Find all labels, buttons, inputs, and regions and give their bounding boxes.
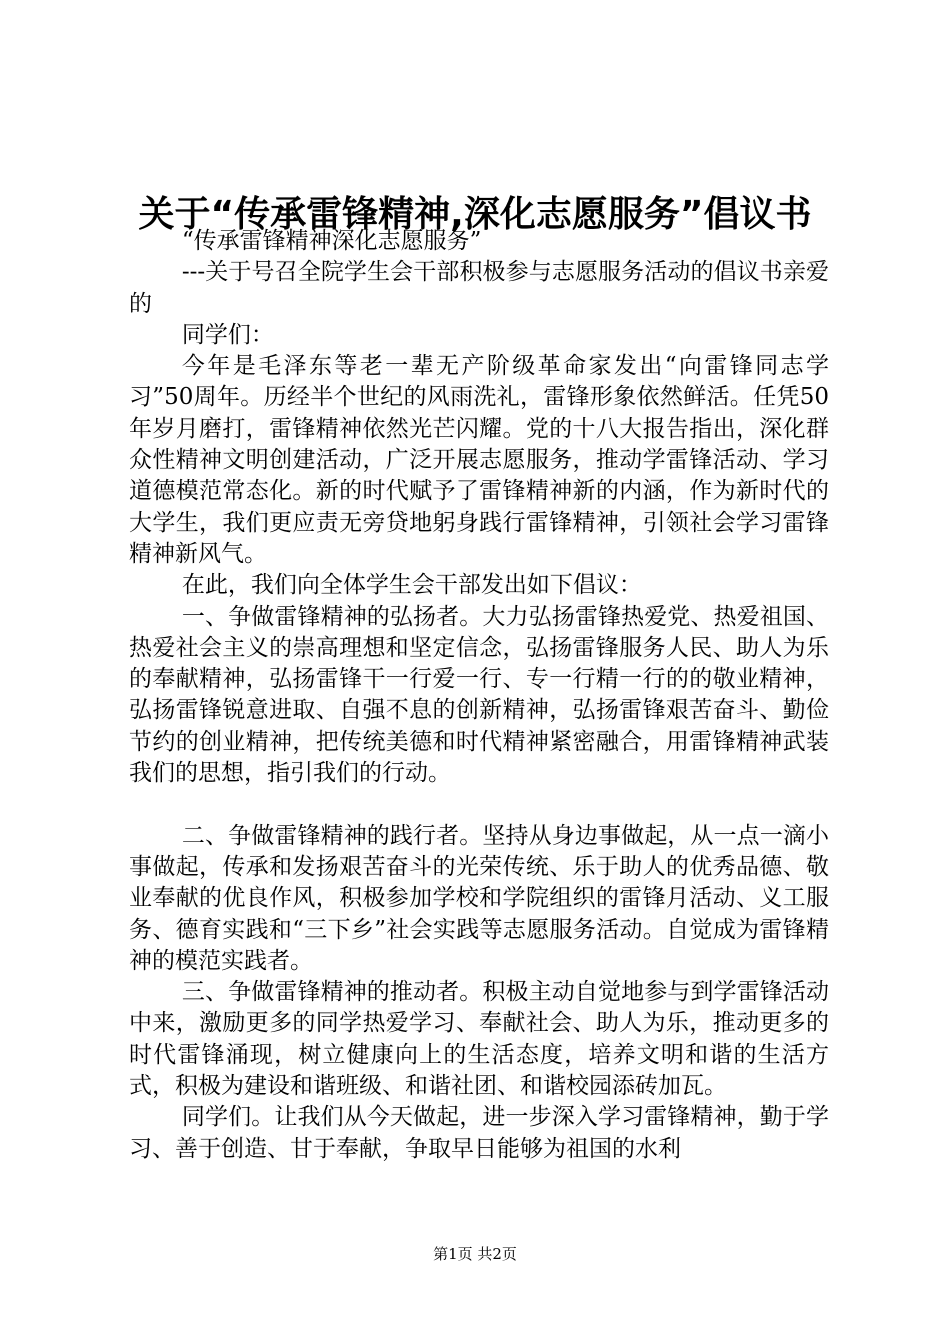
document-body — [129, 226, 829, 1165]
subtitle: “传承雷锋精神深化志愿服务” — [181, 228, 482, 254]
paragraph: 一、争做雷锋精神的弘扬者。大力弘扬雷锋热爱党、热爱祖国、热爱社会主义的崇高理想和坚定信念，弘扬雷锋服务人民、助人为乐的奉献精神，弘扬雷锋干一行爱一行、专一行精一行的的敬业精神，弘扬雷锋锐意进取、自强不息的创新精神，弘扬雷锋艰苦奋斗、勤俭节约的创业精神，把传统美德和时代精神紧密融合，用雷锋精神武装我们的思想，指引我们的行动。 — [129, 603, 829, 787]
subtitle-line-2: ---关于号召全院学生会干部积极参与志愿服务活动的倡议书亲爱的 — [129, 259, 829, 317]
document-title: 关于“传承雷锋精神,深化志愿服务”倡议书 — [138, 194, 812, 235]
paragraph: 二、争做雷锋精神的践行者。坚持从身边事做起，从一点一滴小事做起，传承和发扬艰苦奋斗的光荣传统、乐于助人的优秀品德、敬业奉献的优良作风，积极参加学校和学院组织的雷锋月活动、义工服务、德育实践和“三下乡”社会实践等志愿服务活动。自觉成为雷锋精神的模范实践者。 — [129, 822, 829, 974]
paragraph: 今年是毛泽东等老一辈无产阶级革命家发出“向雷锋同志学习”50周年。历经半个世纪的风雨洗礼，雷锋形象依然鲜活。任凭50年岁月磨打，雷锋精神依然光芒闪耀。党的十八大报告指出，深化群众性精神文明创建活动，广泛开展志愿服务，推动学雷锋活动、学习道德模范常态化。新的时代赋予了雷锋精神新的内涵，作为新时代的大学生，我们更应责无旁贷地躬身践行雷锋精神，引领社会学习雷锋精神新风气。 — [129, 353, 829, 567]
page-number: 第1页 共2页 — [433, 1245, 517, 1263]
paragraph: 三、争做雷锋精神的推动者。积极主动自觉地参与到学雷锋活动中来，激励更多的同学热爱学习、奉献社会、助人为乐，推动更多的时代雷锋涌现，树立健康向上的生活态度，培养文明和谐的生活方式，积极为建设和谐班级、和谐社团、和谐校园添砖加瓦。 — [129, 979, 829, 1100]
paragraph-gap — [129, 789, 829, 820]
salutation: 同学们： — [181, 321, 274, 348]
paragraph: 同学们。让我们从今天做起，进一步深入学习雷锋精神，勤于学习、善于创造、甘于奉献，争取早日能够为祖国的水利 — [129, 1104, 829, 1162]
paragraph: 在此，我们向全体学生会干部发出如下倡议： — [181, 572, 642, 599]
